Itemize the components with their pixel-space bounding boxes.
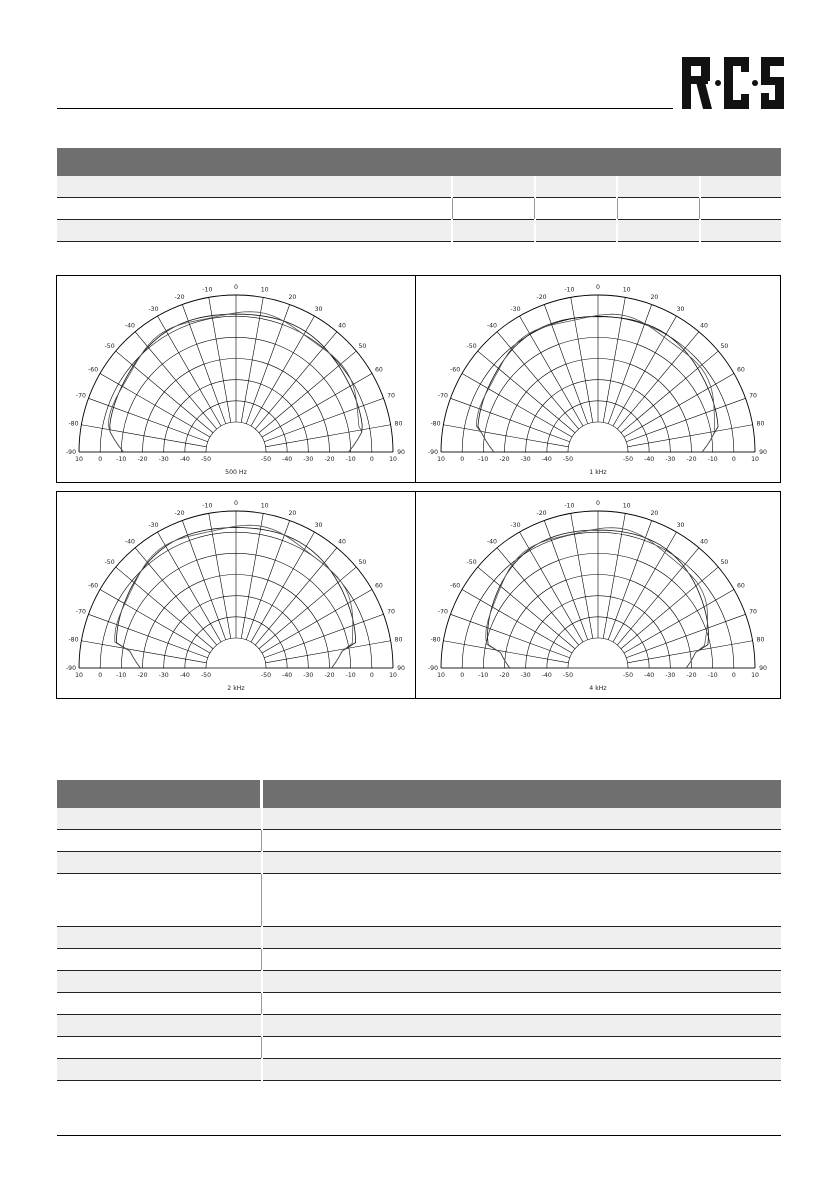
- plot-frequency-label: 4 kHz: [589, 685, 607, 692]
- table-row: [57, 1059, 781, 1081]
- polar-spoke: [544, 304, 587, 423]
- radial-label: -20: [686, 456, 697, 463]
- polar-plot: [56, 275, 416, 483]
- polar-spoke: [626, 398, 745, 441]
- polar-plot: [415, 491, 781, 699]
- angle-label: -50: [104, 342, 115, 350]
- angle-label: -90: [65, 665, 77, 672]
- radial-label: 0: [731, 672, 736, 679]
- angle-label: 40: [700, 538, 708, 546]
- angle-label: -10: [564, 286, 575, 294]
- table-header-cell: [262, 780, 782, 808]
- angle-label: -70: [437, 608, 449, 616]
- footer-rule: [57, 1135, 781, 1136]
- table-header-cell: [57, 148, 781, 176]
- polar-spoke: [520, 316, 584, 426]
- response-curves: [476, 314, 718, 452]
- table-cell: [262, 993, 782, 1015]
- angle-label: 90: [759, 665, 767, 672]
- radial-label: -50: [200, 456, 212, 463]
- table-cell: [57, 874, 262, 927]
- radial-label: -10: [478, 672, 489, 679]
- radial-label: -50: [260, 456, 272, 463]
- radial-label: -10: [478, 456, 489, 463]
- angle-label: -80: [68, 636, 79, 644]
- table-cell: [535, 198, 617, 220]
- angle-label: 10: [260, 502, 269, 510]
- angle-label: -80: [68, 420, 79, 428]
- table-row: [57, 949, 781, 971]
- angle-label: -60: [450, 366, 461, 374]
- table-cell: [57, 1015, 262, 1037]
- radial-label: 10: [75, 672, 83, 679]
- angle-label: -10: [202, 502, 213, 510]
- angle-label: -60: [450, 582, 461, 590]
- radial-label: -30: [303, 672, 314, 679]
- polar-spoke: [613, 532, 677, 642]
- table-header: [57, 148, 781, 176]
- polar-spoke: [182, 520, 225, 639]
- table-cell: [57, 1059, 262, 1081]
- response-curves: [108, 312, 362, 452]
- polar-ring: [568, 422, 628, 452]
- radial-label: -10: [345, 672, 356, 679]
- angle-label: 0: [234, 500, 238, 507]
- radial-labels: [437, 456, 759, 463]
- angle-label: -10: [564, 502, 575, 510]
- angle-label: -20: [536, 509, 547, 517]
- radial-label: -30: [665, 672, 676, 679]
- angle-label: -40: [486, 322, 497, 330]
- polar-spoke: [264, 614, 383, 657]
- table-row: [57, 852, 781, 874]
- brand-logo: [682, 55, 784, 111]
- table-row: [57, 176, 781, 198]
- radial-label: -20: [137, 456, 148, 463]
- radial-label: 0: [98, 672, 103, 679]
- table-cell: [57, 808, 262, 830]
- polar-grid: [79, 295, 393, 452]
- angle-label: 0: [596, 500, 600, 507]
- radial-label: 10: [437, 672, 445, 679]
- table-cell: [617, 220, 699, 242]
- polar-spoke: [497, 332, 579, 429]
- polar-spoke: [544, 520, 587, 639]
- angle-label: -80: [430, 636, 441, 644]
- radial-label: 10: [75, 456, 83, 463]
- table-row: [57, 927, 781, 949]
- radial-label: -20: [324, 456, 335, 463]
- radial-label: -10: [707, 456, 718, 463]
- polar-spoke: [135, 548, 217, 645]
- table-row: [57, 808, 781, 830]
- polar-spoke: [246, 304, 289, 423]
- angle-label: -40: [124, 538, 135, 546]
- radial-label: 0: [460, 456, 465, 463]
- angle-label: 30: [676, 522, 685, 530]
- angle-label: 90: [397, 449, 405, 456]
- angle-label: 90: [397, 665, 405, 672]
- table-cell: [57, 198, 452, 220]
- radial-label: 10: [437, 456, 445, 463]
- angle-label: -50: [104, 558, 115, 566]
- table-cell: [57, 1037, 262, 1059]
- table-cell: [262, 927, 782, 949]
- angle-label: 20: [288, 293, 297, 301]
- radial-labels: [75, 672, 397, 679]
- radial-label: -30: [665, 456, 676, 463]
- angle-label: -30: [510, 522, 521, 530]
- radial-label: 0: [369, 672, 374, 679]
- angle-label: 70: [749, 608, 757, 616]
- radial-label: -40: [179, 456, 190, 463]
- polar-spoke: [497, 548, 579, 645]
- table-cell: [452, 176, 534, 198]
- angle-label: 20: [288, 509, 297, 517]
- polar-ring: [568, 638, 628, 668]
- radial-label: -10: [116, 456, 127, 463]
- radial-label: 0: [460, 672, 465, 679]
- polar-spoke: [617, 332, 699, 429]
- polar-spoke: [262, 590, 372, 654]
- table-cell: [452, 220, 534, 242]
- polar-spoke: [88, 614, 207, 657]
- radial-label: -20: [137, 672, 148, 679]
- polar-spoke: [241, 513, 263, 638]
- plot-frequency-label: 1 kHz: [589, 469, 607, 476]
- polar-spoke: [450, 614, 569, 657]
- radial-labels: [437, 672, 759, 679]
- angle-label: -20: [174, 293, 185, 301]
- angle-label: 70: [749, 392, 757, 400]
- angle-label: 70: [387, 608, 395, 616]
- radial-label: -50: [562, 672, 574, 679]
- polar-spoke: [259, 567, 356, 649]
- radial-label: -20: [324, 672, 335, 679]
- table-cell: [700, 220, 781, 242]
- plot-frequency-label: 500 Hz: [225, 469, 247, 476]
- table-row: [57, 220, 781, 242]
- table-row: [57, 198, 781, 220]
- angle-label: -70: [437, 392, 449, 400]
- polar-spoke: [621, 351, 718, 433]
- radial-label: -40: [644, 672, 655, 679]
- angle-label: 80: [394, 420, 403, 428]
- angle-label: -20: [174, 509, 185, 517]
- angle-label: -40: [486, 538, 497, 546]
- polar-spoke: [116, 351, 213, 433]
- radial-label: -20: [686, 672, 697, 679]
- polar-plot: [415, 275, 781, 483]
- table-cell: [262, 1037, 782, 1059]
- specs-table-top: [57, 148, 781, 242]
- angle-label: -90: [427, 665, 439, 672]
- response-curve: [476, 314, 714, 452]
- radial-label: -40: [179, 672, 190, 679]
- polar-spoke: [478, 351, 575, 433]
- table-row: [57, 993, 781, 1015]
- angle-label: 10: [622, 286, 631, 294]
- radial-label: -40: [282, 456, 293, 463]
- angle-label: -30: [148, 306, 159, 314]
- angle-label: -50: [466, 342, 477, 350]
- angle-label: -60: [88, 366, 99, 374]
- radial-label: 10: [389, 456, 397, 463]
- specs-table-bottom: [57, 780, 781, 1081]
- angle-label: 80: [756, 636, 765, 644]
- table-header: [57, 780, 781, 808]
- polar-spoke: [264, 398, 383, 441]
- table-cell: [262, 971, 782, 993]
- polar-spoke: [624, 590, 734, 654]
- table-cell: [262, 1059, 782, 1081]
- table-cell: [262, 852, 782, 874]
- response-curve: [108, 312, 362, 452]
- table-row: [57, 1015, 781, 1037]
- radial-labels: [75, 456, 397, 463]
- angle-label: 50: [358, 558, 367, 566]
- table-cell: [57, 830, 262, 852]
- polar-spoke: [259, 351, 356, 433]
- angle-label: 30: [676, 306, 685, 314]
- table-cell: [262, 949, 782, 971]
- angle-label: 70: [387, 392, 395, 400]
- angle-label: -60: [88, 582, 99, 590]
- table-cell: [452, 198, 534, 220]
- radial-label: 0: [731, 456, 736, 463]
- table-cell: [262, 830, 782, 852]
- polar-spoke: [251, 316, 315, 426]
- polar-spoke: [255, 332, 337, 429]
- angle-label: 50: [720, 342, 729, 350]
- radial-label: -10: [707, 672, 718, 679]
- angle-label: 60: [374, 366, 383, 374]
- angle-label: -70: [75, 608, 87, 616]
- angle-label: 50: [720, 558, 729, 566]
- response-curve: [486, 528, 708, 668]
- radial-label: -50: [622, 672, 634, 679]
- polar-grid: [441, 295, 755, 452]
- polar-spoke: [571, 297, 593, 422]
- header-rule: [57, 108, 673, 109]
- polar-spoke: [246, 520, 289, 639]
- table-cell: [535, 176, 617, 198]
- radial-label: -30: [303, 456, 314, 463]
- table-cell: [57, 176, 452, 198]
- radial-label: -40: [282, 672, 293, 679]
- radial-label: -30: [158, 456, 169, 463]
- angle-label: -20: [536, 293, 547, 301]
- angle-label: -80: [430, 420, 441, 428]
- radial-label: -30: [520, 672, 531, 679]
- angle-label: 60: [736, 366, 745, 374]
- polar-spoke: [603, 297, 625, 422]
- table-cell: [262, 1015, 782, 1037]
- angle-label: 50: [358, 342, 367, 350]
- polar-spoke: [251, 532, 315, 642]
- radial-label: -50: [562, 456, 574, 463]
- table-row: [57, 971, 781, 993]
- polar-spoke: [255, 548, 337, 645]
- angle-label: 80: [394, 636, 403, 644]
- angle-label: 40: [338, 538, 346, 546]
- angle-label: -90: [65, 449, 77, 456]
- angle-label: 30: [314, 522, 323, 530]
- angle-label: -70: [75, 392, 87, 400]
- polar-spoke: [462, 590, 572, 654]
- radial-label: -10: [345, 456, 356, 463]
- table-cell: [57, 971, 262, 993]
- polar-spoke: [262, 374, 372, 438]
- polar-ring: [206, 638, 266, 668]
- table-cell: [57, 852, 262, 874]
- polar-spoke: [158, 316, 222, 426]
- table-cell: [57, 993, 262, 1015]
- table-cell: [57, 927, 262, 949]
- radial-label: 10: [751, 672, 759, 679]
- angle-label: 0: [596, 284, 600, 291]
- angle-label: -10: [202, 286, 213, 294]
- radial-label: -30: [520, 456, 531, 463]
- table-row: [57, 1037, 781, 1059]
- radial-label: -40: [541, 672, 552, 679]
- angle-label: 60: [374, 582, 383, 590]
- radial-label: -20: [499, 456, 510, 463]
- angle-label: 10: [622, 502, 631, 510]
- angle-label: 0: [234, 284, 238, 291]
- polar-spoke: [88, 398, 207, 441]
- radial-label: 0: [98, 456, 103, 463]
- table-header-cell: [57, 780, 262, 808]
- polar-spoke: [100, 374, 210, 438]
- polar-ring: [206, 422, 266, 452]
- table-cell: [617, 176, 699, 198]
- angle-label: -90: [427, 449, 439, 456]
- plot-frequency-label: 2 kHz: [227, 685, 245, 692]
- table-cell: [617, 198, 699, 220]
- angle-labels: [428, 500, 767, 672]
- table-cell: [57, 220, 452, 242]
- angle-label: 60: [736, 582, 745, 590]
- polar-spoke: [621, 567, 718, 649]
- polar-spoke: [450, 398, 569, 441]
- angle-label: 40: [700, 322, 708, 330]
- angle-label: 40: [338, 322, 346, 330]
- table-cell: [700, 198, 781, 220]
- polar-spoke: [608, 304, 651, 423]
- radial-label: -40: [541, 456, 552, 463]
- response-curves: [486, 528, 709, 668]
- table-row: [57, 830, 781, 852]
- radial-label: 0: [369, 456, 374, 463]
- angle-label: 80: [756, 420, 765, 428]
- radial-label: -50: [622, 456, 634, 463]
- radial-label: 10: [751, 456, 759, 463]
- radial-label: -30: [158, 672, 169, 679]
- radial-label: 10: [389, 672, 397, 679]
- radial-label: -50: [200, 672, 212, 679]
- angle-labels: [66, 284, 405, 456]
- table-row: [57, 874, 781, 927]
- angle-label: -30: [148, 522, 159, 530]
- angle-label: 90: [759, 449, 767, 456]
- polar-plot: [56, 491, 416, 699]
- polar-spoke: [617, 548, 699, 645]
- angle-label: -50: [466, 558, 477, 566]
- polar-spoke: [626, 614, 745, 657]
- polar-spoke: [608, 520, 651, 639]
- table-cell: [535, 220, 617, 242]
- angle-label: -40: [124, 322, 135, 330]
- polar-spoke: [241, 297, 263, 422]
- polar-spoke: [158, 532, 222, 642]
- polar-spoke: [209, 513, 231, 638]
- angle-label: -30: [510, 306, 521, 314]
- table-cell: [262, 808, 782, 830]
- radial-label: -20: [499, 672, 510, 679]
- radial-label: -50: [260, 672, 272, 679]
- polar-spoke: [116, 567, 213, 649]
- angle-label: 10: [260, 286, 269, 294]
- angle-label: 20: [650, 293, 659, 301]
- table-cell: [700, 176, 781, 198]
- radial-label: -40: [644, 456, 655, 463]
- angle-label: 20: [650, 509, 659, 517]
- radial-label: -10: [116, 672, 127, 679]
- table-cell: [262, 874, 782, 927]
- angle-labels: [66, 500, 405, 672]
- polar-spoke: [613, 316, 677, 426]
- angle-label: 30: [314, 306, 323, 314]
- table-cell: [57, 949, 262, 971]
